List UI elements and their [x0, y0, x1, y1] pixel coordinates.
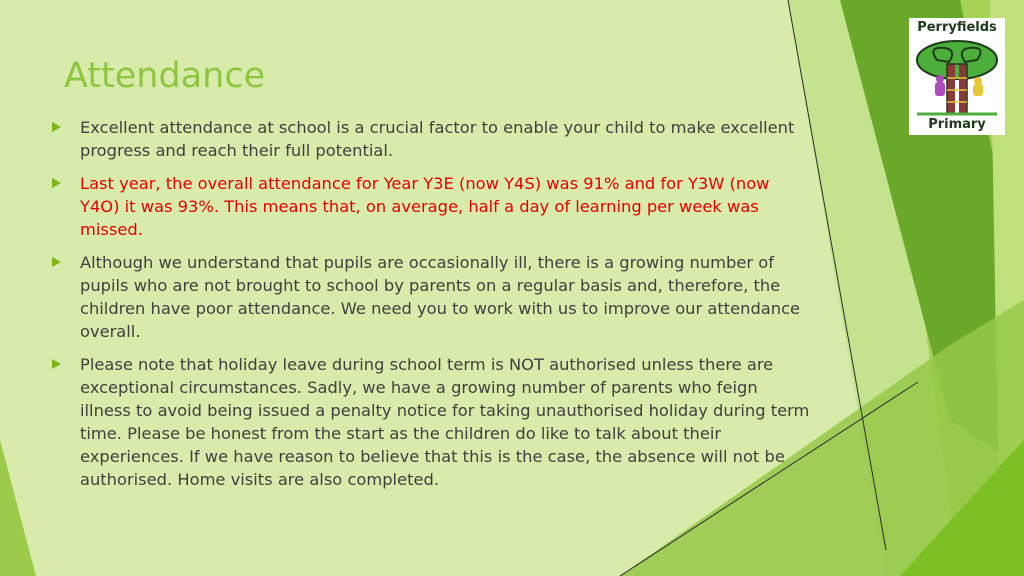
bullet-text: Please note that holiday leave during school term is NOT authorised unless there are exceptional circumstances. Sadly, we have a growing number of parents who feign illness to avoid being issued a penalty notice for taking unauthorised holiday during term time. Please be honest from the start as the children do like to talk about their experiences. If we have reason to believe that this is the case, the absence will not be authorised. Home visits are also completed.: [80, 355, 810, 489]
logo-line2: Primary: [928, 117, 986, 132]
bullet-arrow-icon: [52, 122, 61, 132]
bullet-arrow-icon: [52, 257, 61, 267]
slide-title: Attendance: [64, 56, 266, 96]
bullet-text: Last year, the overall attendance for Year Y3E (now Y4S) was 91% and for Y3W (now Y4O) it was 93%. This means that, on average, half a day of learning per week was missed.: [80, 174, 770, 239]
bullet-text: Excellent attendance at school is a crucial factor to enable your child to make excellent progress and reach their full potential.: [80, 118, 795, 160]
logo-line1: Perryfields: [917, 20, 997, 35]
bullet-item: [50, 251, 810, 343]
bullet-text: Although we understand that pupils are occasionally ill, there is a growing number of pupils who are not brought to school by parents on a regular basis and, therefore, the children have poor attendance. We need you to work with us to improve our attendance overall.: [80, 253, 801, 341]
bullet-item: [50, 353, 810, 491]
bullet-item: [50, 116, 810, 162]
bullet-arrow-icon: [52, 359, 61, 369]
tree-icon: [913, 38, 1001, 118]
bullet-list: [50, 116, 810, 501]
bullet-arrow-icon: [52, 178, 61, 188]
deco-corner-left: [0, 440, 36, 576]
bullet-item-emphasis: [50, 172, 810, 241]
school-logo: [909, 18, 1005, 135]
